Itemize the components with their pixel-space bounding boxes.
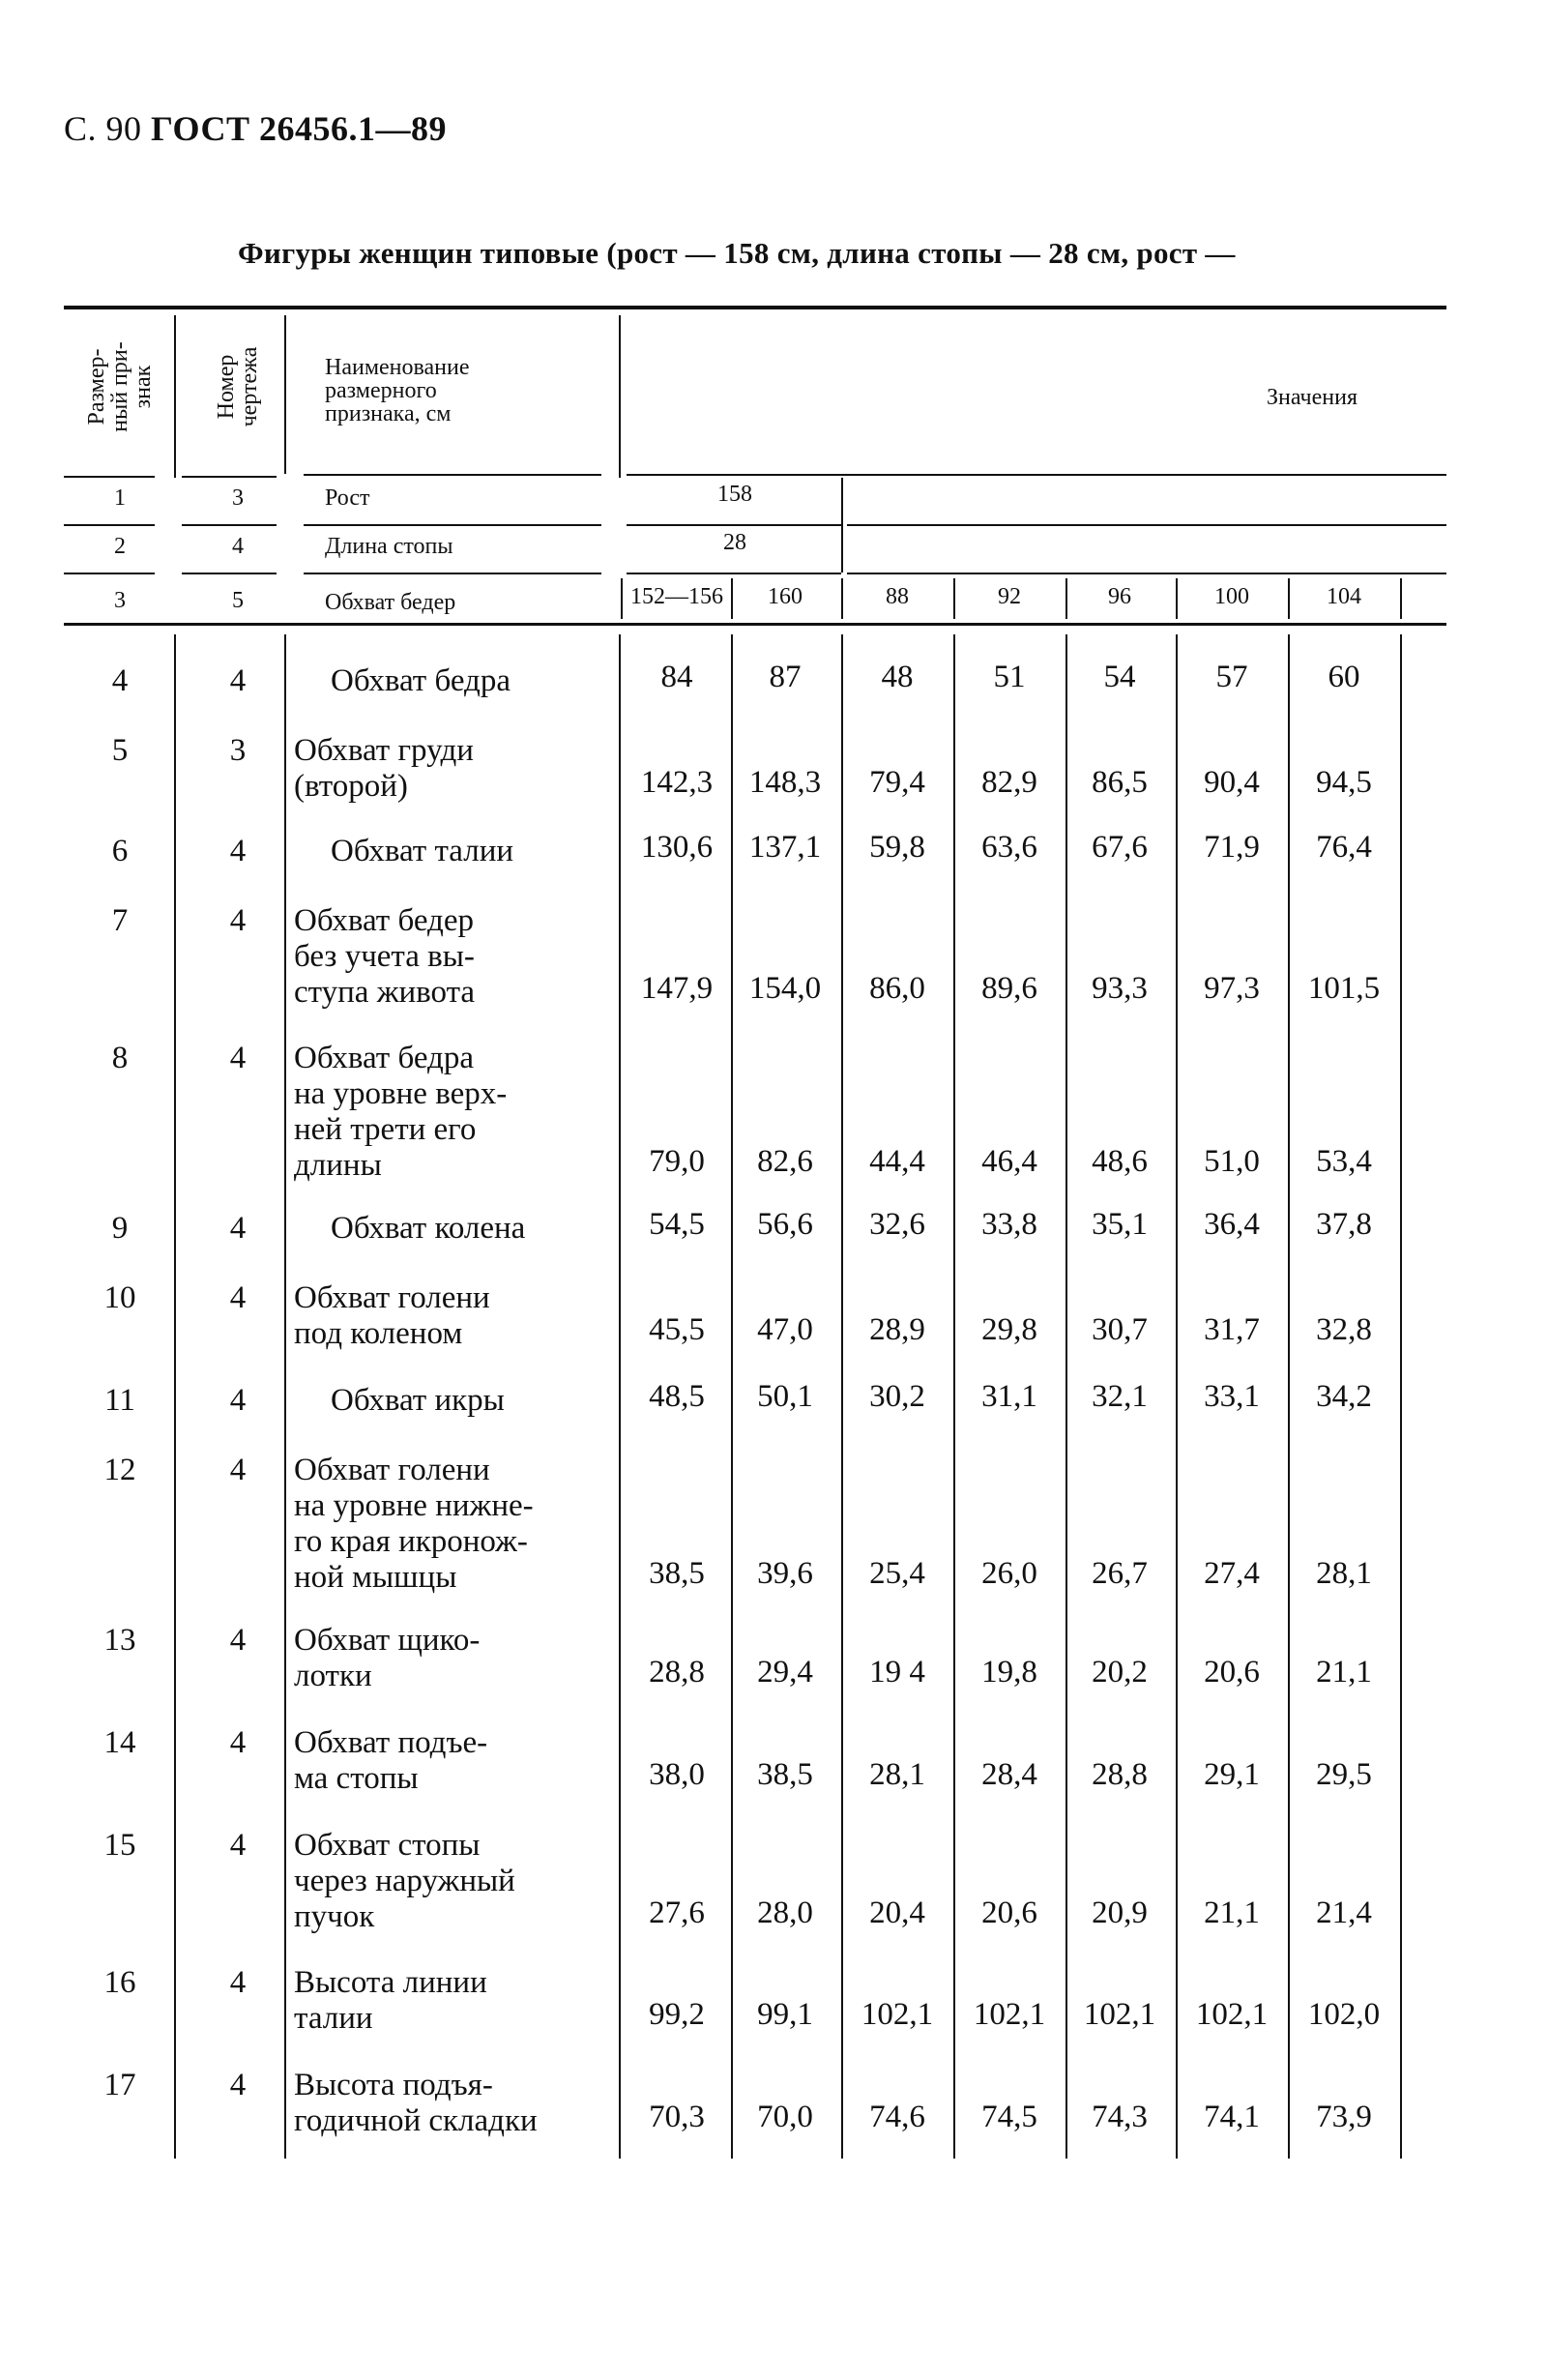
hip-size-value: 96 — [1108, 584, 1131, 609]
measurement-value: 148,3 — [748, 765, 822, 800]
row-drawing-number: 4 — [229, 1383, 247, 1418]
measurement-value: 21,4 — [1316, 1895, 1372, 1930]
measurement-value: 99,1 — [757, 1997, 813, 2032]
feature-name: Высота линии талии — [294, 1965, 487, 2036]
measurement-value: 86,5 — [1092, 765, 1148, 800]
feature-name: Обхват икры — [331, 1383, 505, 1418]
row-drawing-number: 4 — [229, 1965, 247, 2000]
spec-row-drawing: 3 — [232, 485, 244, 511]
feature-name: Обхват бедер без учета вы- ступа живота — [294, 903, 476, 1010]
measurement-value: 28,8 — [649, 1655, 705, 1690]
spec-row-name: Рост — [325, 485, 370, 511]
measurement-value: 54 — [1103, 660, 1136, 694]
spec-row-line — [64, 573, 155, 574]
measurement-value: 29,4 — [757, 1655, 813, 1690]
row-number: 5 — [111, 733, 129, 768]
row-drawing-number: 4 — [229, 1725, 247, 1760]
spec-row-line — [182, 573, 277, 574]
row-number: 7 — [111, 903, 129, 938]
measurement-value: 31,7 — [1204, 1312, 1260, 1347]
measurement-value: 56,6 — [757, 1207, 813, 1242]
measurement-value: 102,1 — [1195, 1997, 1269, 2032]
spec-row-line — [627, 573, 841, 574]
spec-row-number: 2 — [114, 534, 126, 559]
header-drawing-number: Номер чертежа — [214, 346, 262, 427]
measurement-value: 28,1 — [869, 1757, 925, 1792]
measurement-value: 20,6 — [1204, 1655, 1260, 1690]
measurement-value: 21,1 — [1204, 1895, 1260, 1930]
measurement-value: 67,6 — [1092, 830, 1148, 865]
column-divider — [731, 634, 733, 2159]
feature-name: Обхват голени под коленом — [294, 1280, 490, 1351]
measurement-value: 50,1 — [757, 1379, 813, 1414]
measurement-value: 29,5 — [1316, 1757, 1372, 1792]
column-divider — [841, 634, 843, 2159]
row-drawing-number: 4 — [229, 834, 247, 868]
row-number: 6 — [111, 834, 129, 868]
measurement-value: 29,1 — [1204, 1757, 1260, 1792]
measurement-value: 82,9 — [981, 765, 1037, 800]
row-number: 14 — [103, 1725, 136, 1760]
measurement-value: 142,3 — [640, 765, 714, 800]
measurement-value: 33,1 — [1204, 1379, 1260, 1414]
measurement-value: 36,4 — [1204, 1207, 1260, 1242]
measurement-value: 25,4 — [869, 1556, 925, 1591]
measurement-value: 94,5 — [1316, 765, 1372, 800]
row-number: 12 — [103, 1453, 136, 1487]
hip-row-drawing: 5 — [232, 588, 244, 613]
measurement-value: 59,8 — [869, 830, 925, 865]
measurement-value: 70,3 — [649, 2100, 705, 2134]
feature-name: Обхват талии — [331, 834, 514, 868]
column-divider — [841, 478, 843, 573]
row-number: 9 — [111, 1211, 129, 1246]
hip-size-value: 160 — [768, 584, 803, 609]
feature-name: Обхват голени на уровне нижне- го края икронож- ной мышцы — [294, 1453, 534, 1595]
measurement-value: 54,5 — [649, 1207, 705, 1242]
measurement-value: 35,1 — [1092, 1207, 1148, 1242]
measurement-value: 28,0 — [757, 1895, 813, 1930]
measurement-value: 74,1 — [1204, 2100, 1260, 2134]
measurement-value: 82,6 — [757, 1144, 813, 1179]
row-number: 10 — [103, 1280, 136, 1315]
hip-size-value: 100 — [1214, 584, 1249, 609]
spec-row-line — [304, 524, 601, 526]
spec-row-line — [847, 524, 1446, 526]
spec-row-number: 1 — [114, 485, 126, 511]
measurement-value: 37,8 — [1316, 1207, 1372, 1242]
measurement-value: 48,5 — [649, 1379, 705, 1414]
table-top-border — [64, 306, 1446, 309]
measurement-value: 102,1 — [861, 1997, 934, 2032]
feature-name: Обхват бедра — [331, 663, 511, 698]
column-divider — [1400, 634, 1402, 2159]
row-drawing-number: 3 — [229, 733, 247, 768]
measurement-value: 44,4 — [869, 1144, 925, 1179]
feature-name: Высота подъя- годичной складки — [294, 2068, 538, 2138]
measurement-value: 20,6 — [981, 1895, 1037, 1930]
row-drawing-number: 4 — [229, 2068, 247, 2102]
measurement-value: 71,9 — [1204, 830, 1260, 865]
hip-size-value: 92 — [998, 584, 1021, 609]
row-drawing-number: 4 — [229, 903, 247, 938]
column-divider — [619, 634, 621, 2159]
header-feature-name: Наименование размерного признака, см — [325, 355, 470, 426]
measurement-value: 70,0 — [757, 2100, 813, 2134]
measurement-value: 90,4 — [1204, 765, 1260, 800]
measurement-value: 74,3 — [1092, 2100, 1148, 2134]
measurement-value: 32,1 — [1092, 1379, 1148, 1414]
measurement-value: 27,6 — [649, 1895, 705, 1930]
measurement-value: 28,1 — [1316, 1556, 1372, 1591]
hip-row-name: Обхват бедер — [325, 590, 456, 615]
measurement-value: 74,6 — [869, 2100, 925, 2134]
measurement-value: 39,6 — [757, 1556, 813, 1591]
measurement-value: 154,0 — [748, 971, 822, 1006]
measurement-value: 32,6 — [869, 1207, 925, 1242]
hip-row-number: 3 — [114, 588, 126, 613]
feature-name: Обхват колена — [331, 1211, 526, 1246]
measurement-value: 97,3 — [1204, 971, 1260, 1006]
measurement-value: 19,8 — [981, 1655, 1037, 1690]
row-drawing-number: 4 — [229, 1280, 247, 1315]
header-block-bottom-border — [64, 623, 1446, 626]
spec-row-line — [847, 573, 1446, 574]
feature-name: Обхват груди (второй) — [294, 733, 474, 804]
measurement-value: 51,0 — [1204, 1144, 1260, 1179]
measurement-value: 33,8 — [981, 1207, 1037, 1242]
measurement-value: 147,9 — [640, 971, 714, 1006]
spec-row-name: Длина стопы — [325, 534, 453, 559]
row-number: 4 — [111, 663, 129, 698]
measurement-value: 20,9 — [1092, 1895, 1148, 1930]
column-divider — [1065, 634, 1067, 2159]
measurement-value: 93,3 — [1092, 971, 1148, 1006]
measurement-value: 86,0 — [869, 971, 925, 1006]
measurement-value: 79,4 — [869, 765, 925, 800]
measurement-value: 38,5 — [757, 1757, 813, 1792]
measurement-value: 63,6 — [981, 830, 1037, 865]
header-bottom-line — [64, 476, 155, 478]
feature-name: Обхват стопы через наружный пучок — [294, 1828, 515, 1934]
row-drawing-number: 4 — [229, 1041, 247, 1075]
header-bottom-line — [304, 474, 601, 476]
measurement-value: 29,8 — [981, 1312, 1037, 1347]
measurement-value: 28,9 — [869, 1312, 925, 1347]
measurement-value: 79,0 — [649, 1144, 705, 1179]
row-number: 15 — [103, 1828, 136, 1863]
measurement-value: 48 — [881, 660, 914, 694]
spec-row-line — [304, 573, 601, 574]
measurement-value: 31,1 — [981, 1379, 1037, 1414]
row-drawing-number: 4 — [229, 1828, 247, 1863]
measurement-value: 101,5 — [1307, 971, 1381, 1006]
measurement-value: 51 — [993, 660, 1026, 694]
row-number: 16 — [103, 1965, 136, 2000]
row-drawing-number: 4 — [229, 1211, 247, 1246]
measurement-value: 102,0 — [1307, 1997, 1381, 2032]
row-number: 8 — [111, 1041, 129, 1075]
measurement-value: 45,5 — [649, 1312, 705, 1347]
page-number: С. 90 — [64, 109, 142, 148]
hip-size-divider — [1400, 578, 1402, 619]
header-values: Значения — [1267, 385, 1358, 410]
measurement-value: 20,2 — [1092, 1655, 1148, 1690]
measurement-value: 102,1 — [1083, 1997, 1156, 2032]
measurement-value: 74,5 — [981, 2100, 1037, 2134]
spec-row-line — [627, 524, 841, 526]
measurement-value: 84 — [660, 660, 693, 694]
measurement-value: 28,8 — [1092, 1757, 1148, 1792]
measurement-value: 30,2 — [869, 1379, 925, 1414]
hip-size-value: 104 — [1327, 584, 1361, 609]
measurement-value: 47,0 — [757, 1312, 813, 1347]
feature-name: Обхват бедра на уровне верх- ней трети его длины — [294, 1041, 508, 1183]
measurement-value: 99,2 — [649, 1997, 705, 2032]
row-number: 11 — [104, 1383, 135, 1418]
column-divider — [1176, 634, 1178, 2159]
hip-size-value: 88 — [886, 584, 909, 609]
spec-row-value: 158 — [717, 482, 752, 507]
measurement-value: 53,4 — [1316, 1144, 1372, 1179]
row-number: 17 — [103, 2068, 136, 2102]
measurement-value: 38,0 — [649, 1757, 705, 1792]
measurement-value: 137,1 — [748, 830, 822, 865]
measurement-value: 73,9 — [1316, 2100, 1372, 2134]
spec-row-value: 28 — [723, 530, 746, 555]
column-divider — [953, 634, 955, 2159]
table-caption: Фигуры женщин типовые (рост — 158 см, длина стопы — 28 см, рост — — [238, 236, 1236, 270]
measurement-value: 26,0 — [981, 1556, 1037, 1591]
measurement-value: 87 — [769, 660, 802, 694]
spec-row-line — [182, 524, 277, 526]
measurement-value: 57 — [1215, 660, 1248, 694]
hip-size-value: 152—156 — [630, 584, 723, 609]
measurement-value: 60 — [1328, 660, 1360, 694]
standard-code: ГОСТ 26456.1—89 — [151, 109, 447, 148]
column-divider — [284, 634, 286, 2159]
measurement-value: 27,4 — [1204, 1556, 1260, 1591]
measurement-value: 102,1 — [973, 1997, 1046, 2032]
measurement-value: 130,6 — [640, 830, 714, 865]
row-drawing-number: 4 — [229, 663, 247, 698]
measurement-value: 21,1 — [1316, 1655, 1372, 1690]
spec-row-drawing: 4 — [232, 534, 244, 559]
hip-size-divider — [621, 578, 623, 619]
measurement-value: 34,2 — [1316, 1379, 1372, 1414]
measurement-value: 46,4 — [981, 1144, 1037, 1179]
measurement-value: 89,6 — [981, 971, 1037, 1006]
row-drawing-number: 4 — [229, 1453, 247, 1487]
spec-row-line — [64, 524, 155, 526]
measurement-value: 20,4 — [869, 1895, 925, 1930]
measurement-value: 19 4 — [869, 1655, 925, 1690]
measurement-value: 38,5 — [649, 1556, 705, 1591]
measurement-value: 48,6 — [1092, 1144, 1148, 1179]
measurement-value: 26,7 — [1092, 1556, 1148, 1591]
measurement-value: 30,7 — [1092, 1312, 1148, 1347]
header-size-feature: Размер- ный при- знак — [84, 341, 156, 432]
header-bottom-line — [627, 474, 1446, 476]
column-divider — [174, 634, 176, 2159]
column-divider — [619, 315, 621, 478]
measurement-value: 28,4 — [981, 1757, 1037, 1792]
row-number: 13 — [103, 1623, 136, 1658]
column-divider — [1288, 634, 1290, 2159]
header-bottom-line — [182, 476, 277, 478]
feature-name: Обхват подъе- ма стопы — [294, 1725, 488, 1796]
measurement-value: 76,4 — [1316, 830, 1372, 865]
measurement-value: 32,8 — [1316, 1312, 1372, 1347]
feature-name: Обхват щико- лотки — [294, 1623, 481, 1693]
row-drawing-number: 4 — [229, 1623, 247, 1658]
